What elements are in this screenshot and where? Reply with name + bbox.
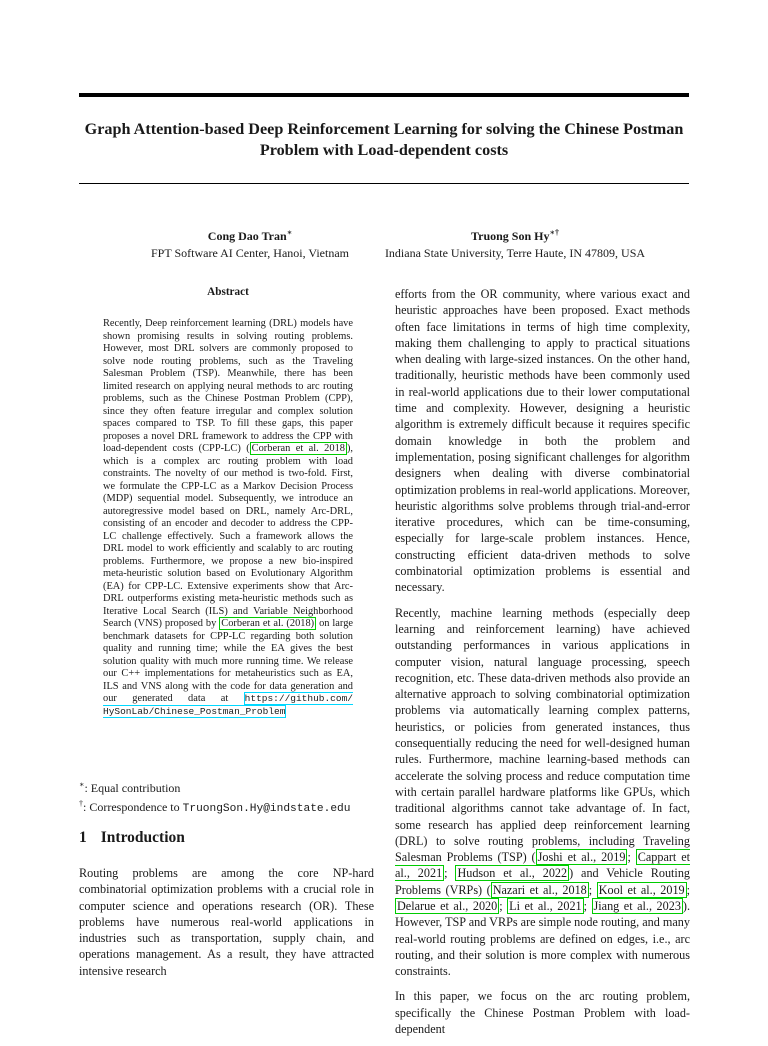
- author-affiliation: FPT Software AI Center, Hanoi, Vietnam: [151, 246, 349, 260]
- body-paragraph: efforts from the OR community, where various exact and heuristic approaches have been proposed. Exact methods often face limitations in terms of high time complexity, making them challenging to apply to practical situations when dealing with large-sized instances. On the other hand, traditionally, heuristic methods have been commonly used in real-world applications due to their lower computational time and complexity. However, designing a heuristic algorithm is extremely difficult because it requires specific domain knowledge in both the problem and implementation, posing significant challenges for algorithm designers when dealing with diverse combinatorial optimization problems in real-world applications. Moreover, heuristic algorithms solve problems through trial-and-error iterative procedures, which can be time-consuming, especially for large-scale problem instances. Hence, constructing efficient data-driven methods to solve combinatorial optimization problems is essential and necessary.: [395, 287, 690, 595]
- body-paragraph: Recently, machine learning methods (especially deep learning and reinforcement learning) have achieved outstanding performances in various applications in computer vision, natural language processing, speech recognition, etc. These data-driven methods also provide an alternative approach to solving combinatorial optimization problems via automatically learning complex patterns, heuristics, or policies from generated instances, thus consequentially reducing the need for well-designed human rules. Furthermore, machine learning-based methods can accelerate the solving process and reduce computation time with certain parallel hardware platforms like GPUs, which traditional algorithms cannot take advantage of. In fact, some research has applied deep reinforcement learning (DRL) to solve routing problems, including Traveling Salesman Problems (TSP) ( Joshi et al., 2019 ; Cappart et al., 2021 ; Hudson et al., 2022 ) and Vehicle Routing Problems (VRPs) ( Nazari et al., 2018 ; Kool et al., 2019 ; Delarue et al., 2020 ; Li et al., 2021 ; Jiang et al., 2023 ). However, TSP and VRPs are simple node routing, and many real-world routing problems are defined on edges, i.e., arc routing, and their solution is more complex with numerous constraints.: [395, 605, 691, 979]
- title-top-rule: [79, 93, 689, 97]
- right-column: [395, 286, 690, 1046]
- section-heading-introduction: 1 Introduction: [79, 829, 185, 846]
- citation-link[interactable]: Li et al., 2021: [509, 898, 582, 913]
- citation-link[interactable]: Joshi et al., 2019: [537, 850, 626, 865]
- citation-link[interactable]: Delarue et al., 2020: [397, 898, 498, 913]
- title-bottom-rule: [79, 183, 689, 184]
- github-url-link[interactable]: https://github.com/ HySonLab/Chinese_Postman_Problem: [103, 693, 353, 717]
- footnotes: [79, 777, 379, 817]
- author-name: Cong Dao Tran∗: [207, 228, 293, 243]
- citation-link[interactable]: Cappart et al., 2021: [395, 850, 691, 881]
- citation-link[interactable]: Jiang et al., 2023: [593, 898, 681, 913]
- footnote-equal-contribution: ∗: Equal contribution: [79, 780, 181, 795]
- intro-paragraph-1: Routing problems are among the core NP-hard combinatorial optimization problems with a crucial role in computer science and operations research (OR). These problems have numerous real-world applications in industries such as transportation, supply chain, and operations management. As a result, they have attracted intensive research: [79, 866, 374, 978]
- citation-link[interactable]: Nazari et al., 2018: [492, 882, 587, 897]
- email-link[interactable]: TruongSon.Hy@indstate.edu: [182, 803, 351, 815]
- abstract-heading: Abstract: [207, 286, 249, 298]
- author-block-2: [370, 224, 660, 262]
- body-paragraph: In this paper, we focus on the arc routing problem, specifically the Chinese Postman Problem with load-dependent: [395, 989, 690, 1037]
- author-block-1: [130, 224, 370, 262]
- paper-title: Graph Attention-based Deep Reinforcement Learning for solving the Chinese Postman Problem with Load-dependent costs: [84, 120, 684, 159]
- footnote-correspondence: †: Correspondence to TruongSon.Hy@indstate.edu: [79, 799, 351, 815]
- author-name: Truong Son Hy∗†: [471, 228, 559, 243]
- citation-link[interactable]: Kool et al., 2019: [598, 882, 685, 897]
- citation-link[interactable]: Corberan et al. 2018: [251, 443, 345, 454]
- citation-link[interactable]: Corberan et al. (2018): [221, 618, 315, 629]
- author-affiliation: Indiana State University, Terre Haute, IN 47809, USA: [384, 246, 646, 260]
- abstract-text: Recently, Deep reinforcement learning (DRL) models have shown promising results in solving routing problems. However, most DRL solvers are commonly proposed to solve node routing problems, such as the Traveling Salesman Problem (TSP). Meanwhile, there has been limited research on applying neural methods to arc routing problems, such as the Chinese Postman Problem (CPP), since they often feature irregular and complex solution spaces compared to TSP. To fill these gaps, this paper proposes a novel DRL framework to address the CPP with load-dependent costs (CPP-LC) ( Corberan et al. 2018 ), which is a complex arc routing problem with load constraints. The novelty of our method is two-fold. First, we formulate the CPP-LC as a Markov Decision Process (MDP) sequential model. Subsequently, we introduce an autoregressive model based on DRL, namely Arc-DRL, consisting of an encoder and decoder to address the CPP-LC challenge effectively. Such a framework allows the DRL model to work efficiently and scalably to arc routing problems. Furthermore, we propose a new bio-inspired meta-heuristic solution based on Evolutionary Algorithm (EA) for CPP-LC. Extensive experiments show that Arc-DRL outperforms existing meta-heuristic methods such as Iterative Local Search (ILS) and Variable Neighborhood Search (VNS) proposed by Corberan et al. (2018) on large benchmark datasets for CPP-LC regarding both solution quality and running time; while the EA gives the best solution quality with much more running time. We release our C++ implementations for metaheuristics such as EA, ILS and VNS along with the code for data generation and our generated data at https://github.com/ HySonLab/Chinese_Postman_Problem: [103, 318, 354, 717]
- citation-link[interactable]: Hudson et al., 2022: [457, 866, 568, 881]
